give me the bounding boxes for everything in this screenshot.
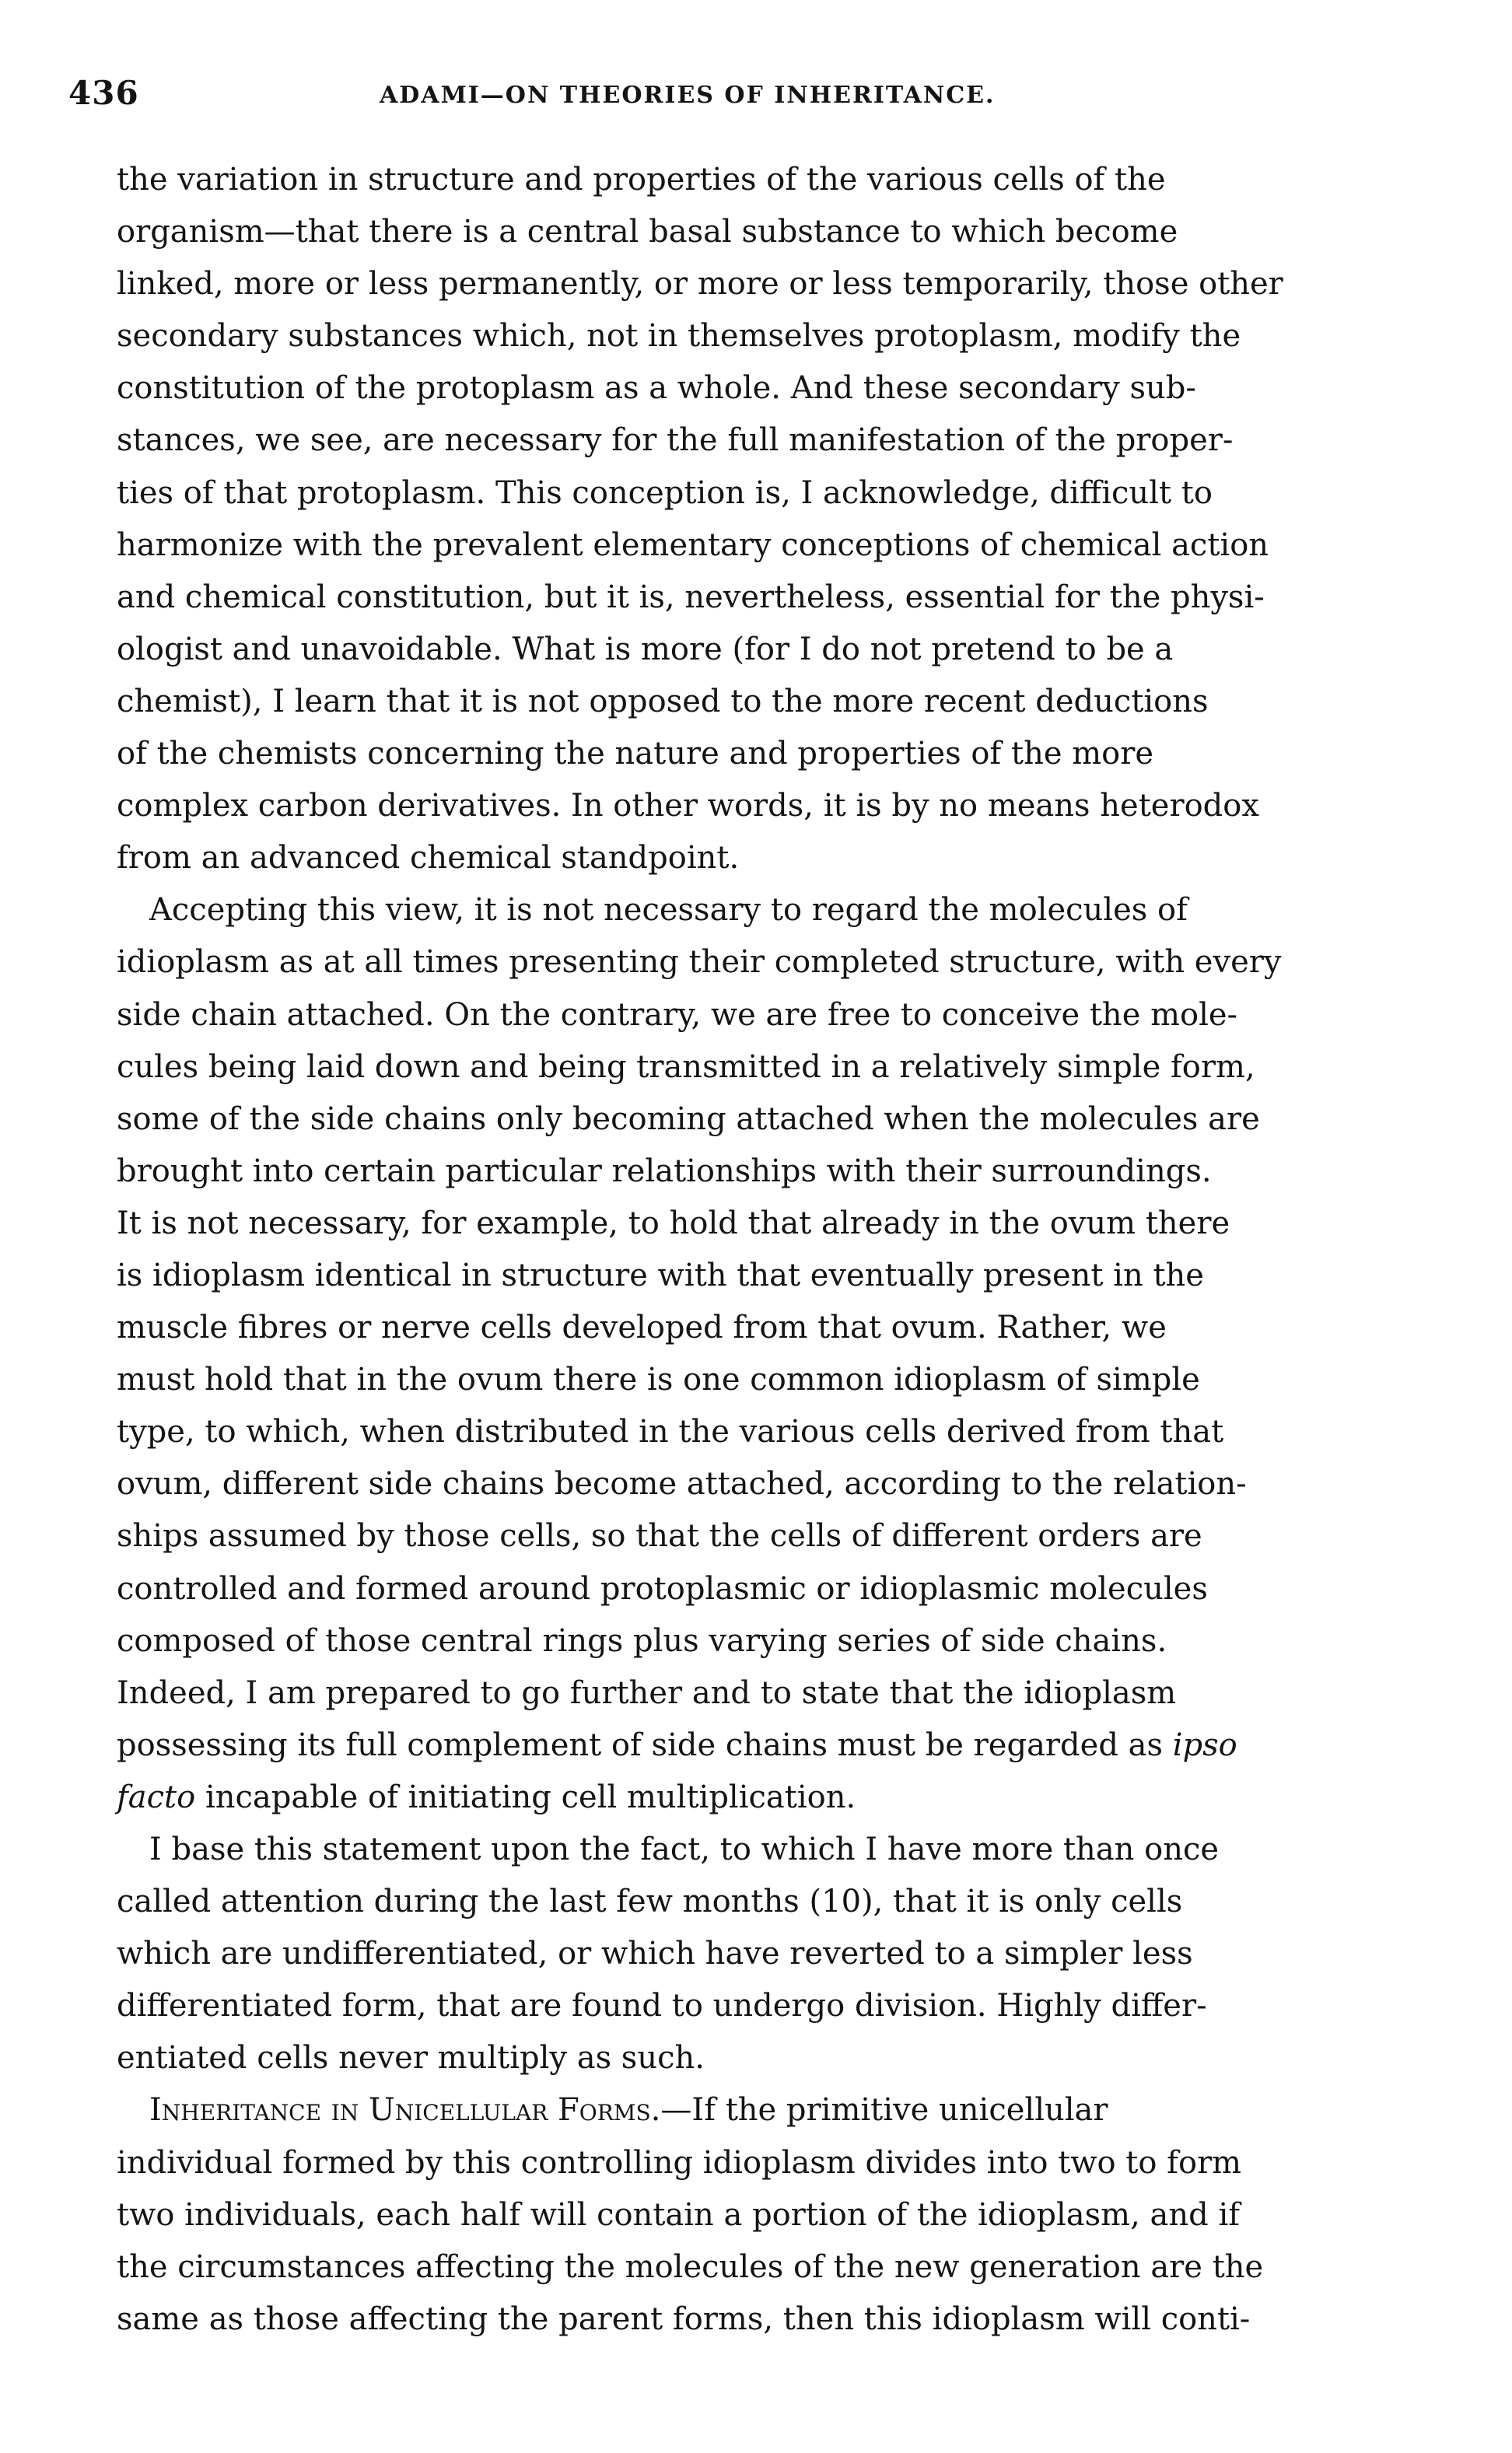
italic-term-facto: facto xyxy=(117,1779,196,1815)
text-line: of the chemists concerning the nature and properties of the more xyxy=(117,736,1154,772)
running-head: ADAMI—ON THEORIES OF INHERITANCE. xyxy=(380,82,996,109)
text-line: chemist), I learn that it is not opposed to the more recent deductions xyxy=(117,683,1209,719)
text-line: composed of those central rings plus varying series of side chains. xyxy=(117,1622,1167,1659)
text-line: ologist and unavoidable. What is more (for I do not pretend to be a xyxy=(117,631,1174,667)
text-line: It is not necessary, for example, to hold that already in the ovum there xyxy=(117,1205,1230,1241)
text-line: from an advanced chemical standpoint. xyxy=(117,840,740,877)
text-line: ships assumed by those cells, so that the cells of different orders are xyxy=(117,1518,1202,1555)
text-line: two individuals, each half will contain a portion of the idioplasm, and if xyxy=(117,2196,1241,2233)
text-line: cules being laid down and being transmitted in a relatively simple form, xyxy=(117,1048,1255,1085)
text-line: organism—that there is a central basal substance to which become xyxy=(117,214,1178,250)
paragraph-2 xyxy=(117,884,1416,1824)
paragraph-1 xyxy=(117,154,1416,884)
text-line-with-italic xyxy=(117,1720,1416,1772)
text-line: constitution of the protoplasm as a whole. And these secondary sub- xyxy=(117,370,1196,407)
page-number: 436 xyxy=(68,74,139,112)
text-line: I base this statement upon the fact, to which I have more than once xyxy=(149,1832,1220,1867)
text-line: called attention during the last few months (10), that it is only cells xyxy=(117,1884,1183,1920)
text-line: type, to which, when distributed in the various cells derived from that xyxy=(117,1414,1224,1450)
text-line: harmonize with the prevalent elementary conceptions of chemical action xyxy=(117,527,1269,563)
text-line: side chain attached. On the contrary, we are free to conceive the mole- xyxy=(117,996,1238,1033)
text-line: complex carbon derivatives. In other words, it is by no means heterodox xyxy=(117,788,1259,824)
text-line-with-italic xyxy=(117,1772,1416,1824)
text-line: linked, more or less permanently, or more or less temporarily, those other xyxy=(117,266,1283,303)
text-line: must hold that in the ovum there is one common idioplasm of simple xyxy=(117,1362,1200,1398)
text-line: and chemical constitution, but it is, nevertheless, essential for the physi- xyxy=(117,579,1265,615)
text-line: some of the side chains only becoming attached when the molecules are xyxy=(117,1101,1260,1137)
text-line: the variation in structure and properties of the various cells of the xyxy=(117,162,1166,198)
paragraph-3 xyxy=(117,1824,1416,2084)
text-segment: possessing its full complement of side chains must be regarded as xyxy=(117,1727,1164,1763)
text-segment: incapable of initiating cell multiplication. xyxy=(205,1779,856,1815)
text-line: stances, we see, are necessary for the full manifestation of the proper- xyxy=(117,422,1234,459)
text-line: brought into certain particular relationships with their surroundings. xyxy=(117,1153,1212,1189)
text-segment: —If the primitive unicellular xyxy=(660,2092,1108,2129)
text-line: Indeed, I am prepared to go further and to state that the idioplasm xyxy=(117,1674,1177,1711)
text-line: which are undifferentiated, or which have reverted to a simpler less xyxy=(117,1936,1193,1972)
text-line: same as those affecting the parent forms, then this idioplasm will conti- xyxy=(117,2301,1251,2337)
paragraph-4 xyxy=(117,2084,1416,2345)
text-line: ovum, different side chains become attached, according to the relation- xyxy=(117,1466,1247,1503)
text-line: individual formed by this controlling idioplasm divides into two to form xyxy=(117,2144,1242,2181)
text-line-with-heading xyxy=(117,2084,1416,2136)
text-line: ties of that protoplasm. This conception is, I acknowledge, difficult to xyxy=(117,474,1213,511)
text-line: differentiated form, that are found to undergo division. Highly differ- xyxy=(117,1988,1207,2024)
body-text xyxy=(117,154,1416,2346)
text-line: secondary substances which, not in themselves protoplasm, modify the xyxy=(117,318,1241,355)
italic-term-ipso: ipso xyxy=(1172,1727,1237,1763)
text-line: muscle fibres or nerve cells developed from that ovum. Rather, we xyxy=(117,1310,1167,1346)
text-line: is idioplasm identical in structure with that eventually present in the xyxy=(117,1257,1204,1293)
text-line: the circumstances affecting the molecules of the new generation are the xyxy=(117,2248,1264,2285)
page-header xyxy=(68,74,1437,121)
section-heading: Inheritance in Unicellular Forms. xyxy=(149,2092,661,2129)
text-line: controlled and formed around protoplasmic or idioplasmic molecules xyxy=(117,1570,1208,1607)
text-line: idioplasm as at all times presenting their completed structure, with every xyxy=(117,944,1282,981)
text-line: Accepting this view, it is not necessary to regard the molecules of xyxy=(149,892,1188,929)
text-line: entiated cells never multiply as such. xyxy=(117,2040,705,2077)
